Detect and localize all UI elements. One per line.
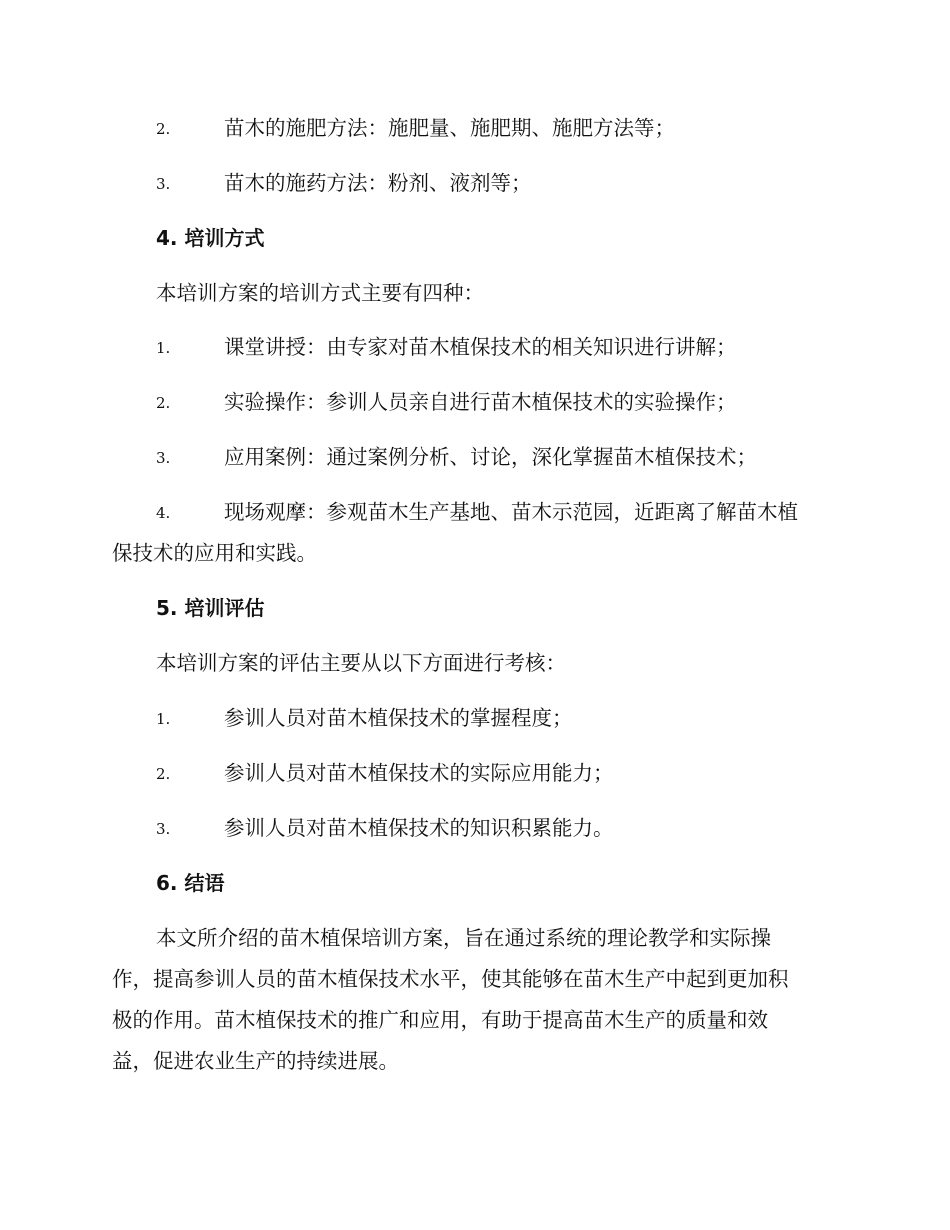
list-item-text: 应用案例：通过案例分析、讨论，深化掌握苗木植保技术； <box>224 445 757 469</box>
paragraph-text: 极的作用。苗木植保技术的推广和应用，有助于提高苗木生产的质量和效 <box>112 1008 768 1032</box>
section-heading-text: 6. 结语 <box>156 871 225 895</box>
list-item-number: 2. <box>156 120 171 138</box>
list-item-text: 参训人员对苗木植保技术的实际应用能力； <box>224 761 614 785</box>
list-item-text: 参训人员对苗木植保技术的掌握程度； <box>224 706 573 730</box>
list-item-continuation-text: 保技术的应用和实践。 <box>112 541 317 565</box>
list-item-text: 现场观摩：参观苗木生产基地、苗木示范园，近距离了解苗木植 <box>224 500 798 524</box>
list-item-number: 1. <box>156 339 171 357</box>
list-item-number: 2. <box>156 394 171 412</box>
paragraph-text: 作，提高参训人员的苗木植保技术水平，使其能够在苗木生产中起到更加积 <box>112 967 789 991</box>
list-item-number: 1. <box>156 710 171 728</box>
section-heading-text: 4. 培训方式 <box>156 226 265 250</box>
list-item-text: 实验操作：参训人员亲自进行苗木植保技术的实验操作； <box>224 390 737 414</box>
list-item-text: 苗木的施肥方法：施肥量、施肥期、施肥方法等； <box>224 116 675 140</box>
list-item-number: 3. <box>156 449 171 467</box>
list-item-number: 3. <box>156 820 171 838</box>
section-heading-text: 5. 培训评估 <box>156 596 265 620</box>
list-item-number: 4. <box>156 504 171 522</box>
section-intro-text: 本培训方案的评估主要从以下方面进行考核： <box>156 651 566 675</box>
list-item-text: 课堂讲授：由专家对苗木植保技术的相关知识进行讲解； <box>224 335 737 359</box>
list-item-text: 参训人员对苗木植保技术的知识积累能力。 <box>224 816 614 840</box>
paragraph-text: 本文所介绍的苗木植保培训方案，旨在通过系统的理论教学和实际操 <box>156 926 771 950</box>
list-item-text: 苗木的施药方法：粉剂、液剂等； <box>224 171 532 195</box>
list-item-number: 3. <box>156 175 171 193</box>
list-item-number: 2. <box>156 765 171 783</box>
paragraph-text: 益，促进农业生产的持续进展。 <box>112 1049 399 1073</box>
section-intro-text: 本培训方案的培训方式主要有四种： <box>156 281 484 305</box>
